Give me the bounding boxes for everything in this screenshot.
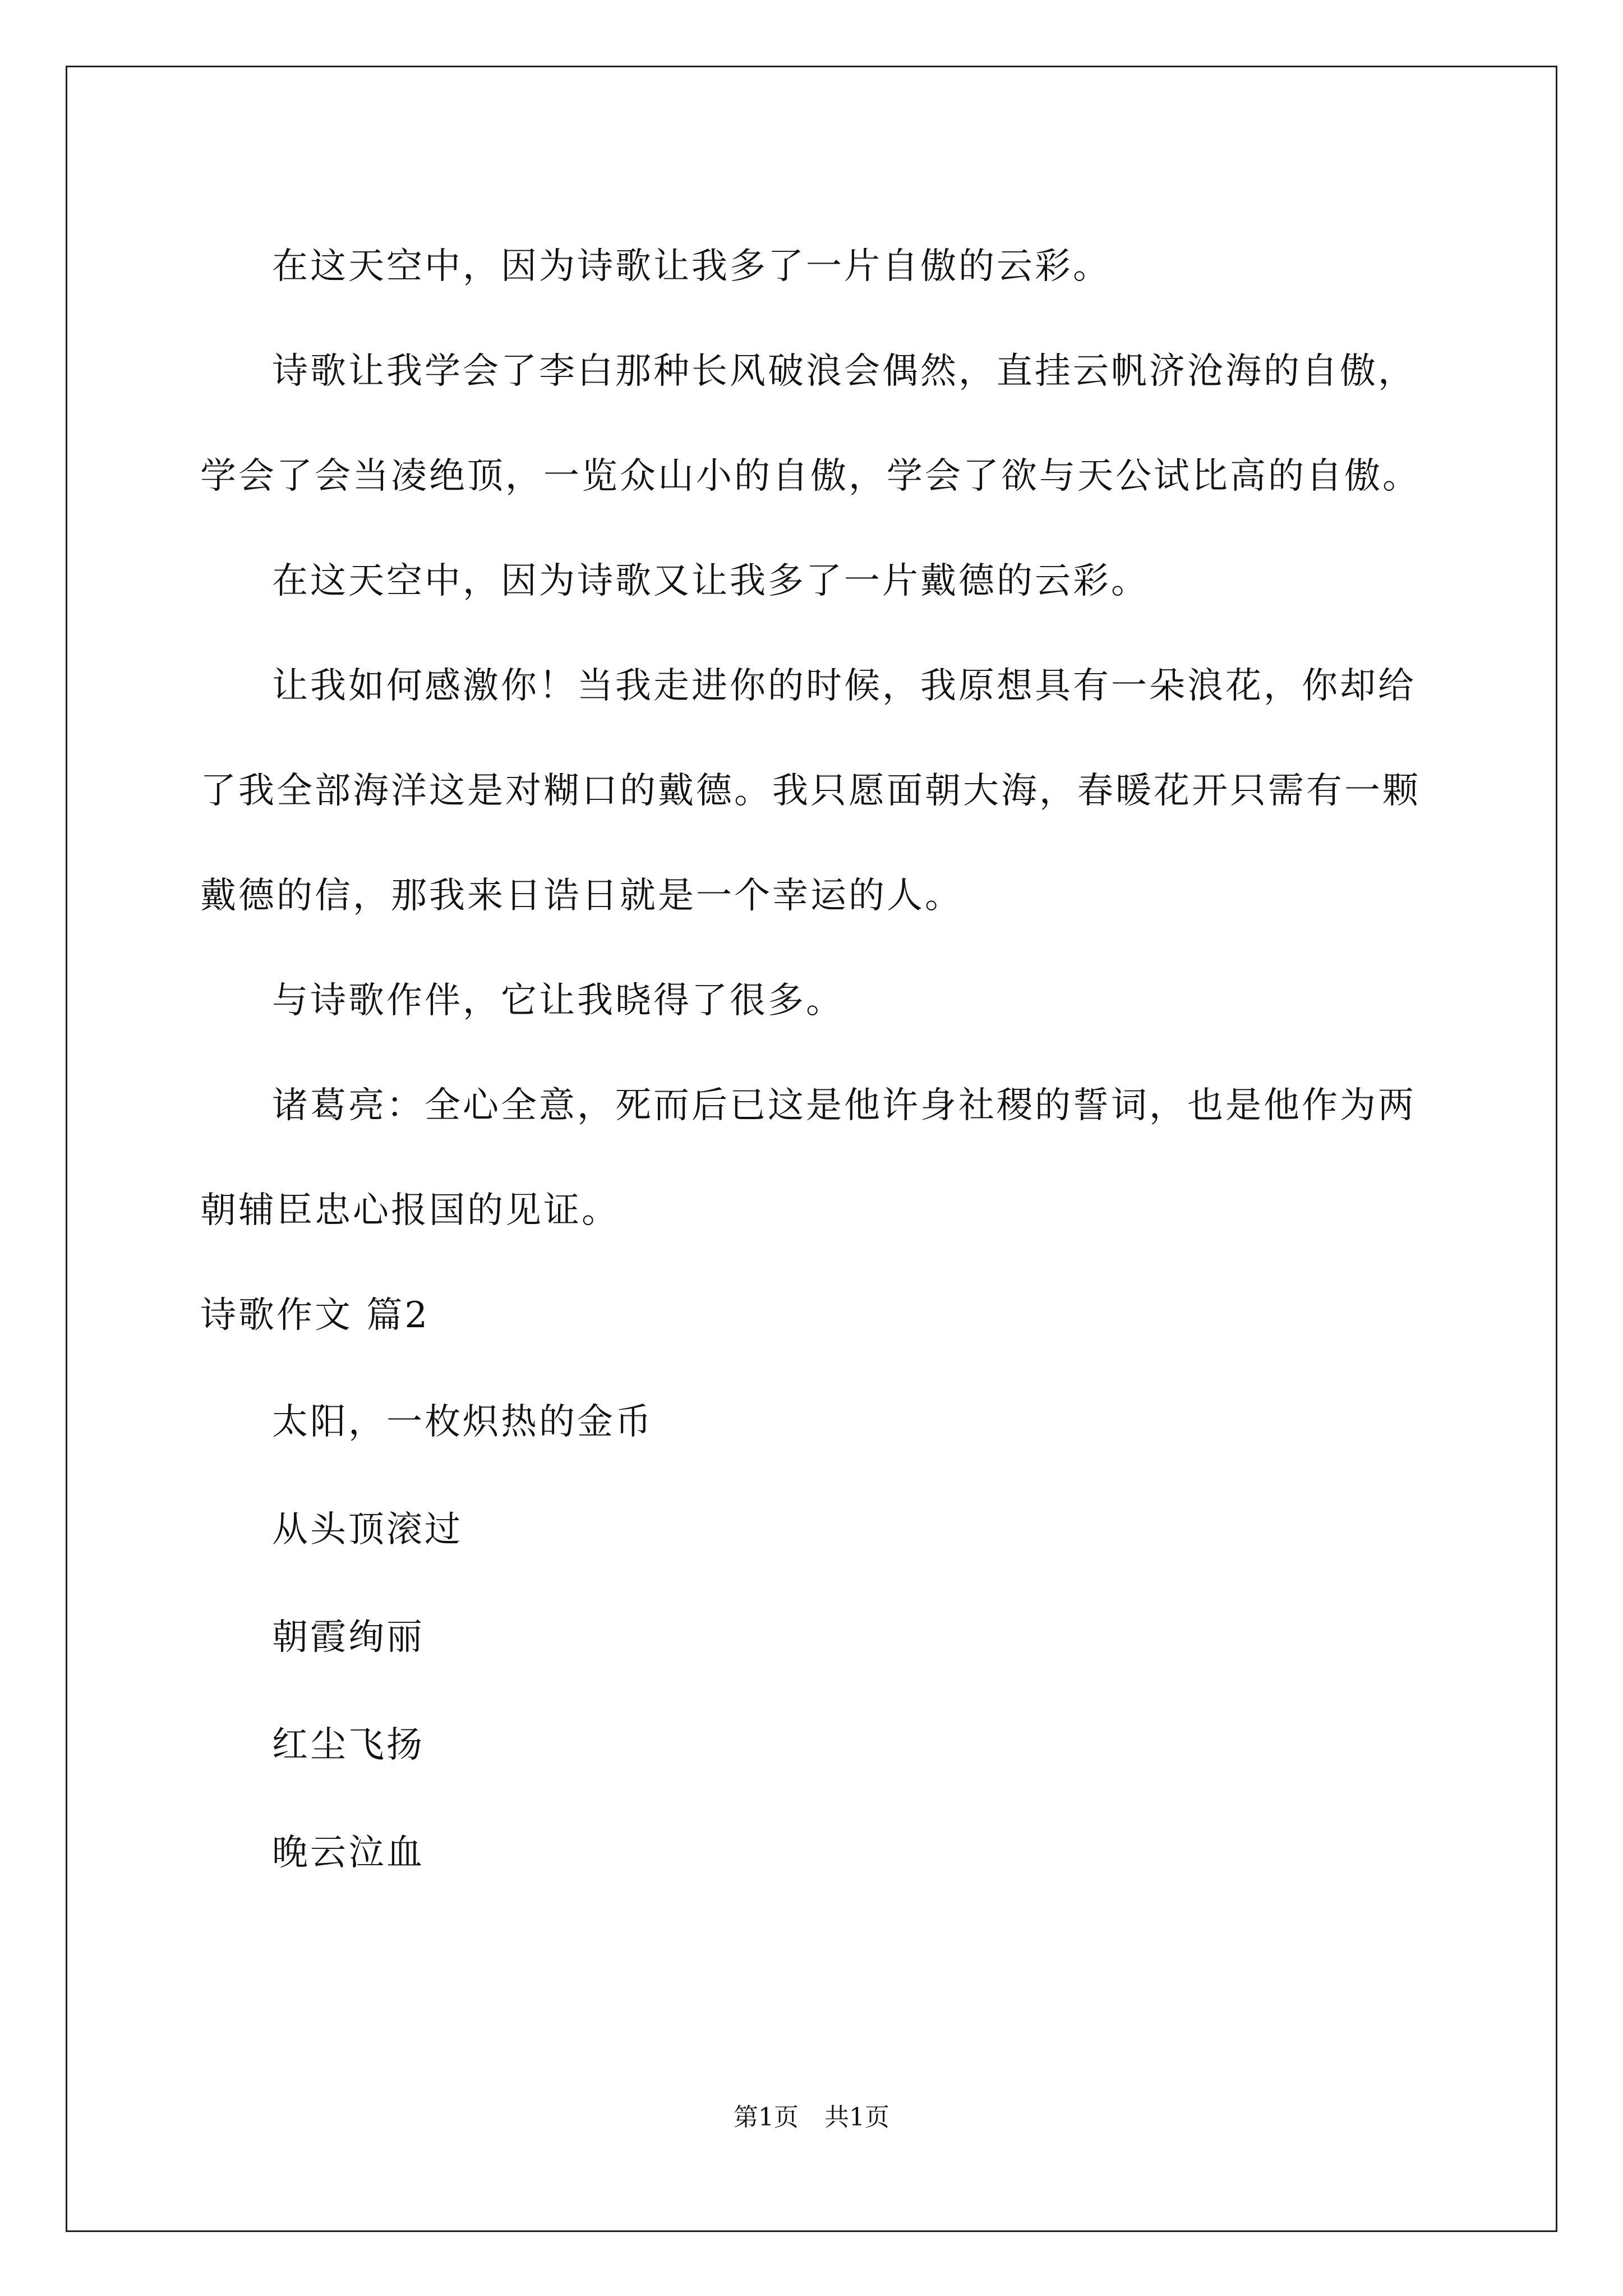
- paragraph-1: 在这天空中，因为诗歌让我多了一片自傲的云彩。: [272, 246, 1111, 287]
- poem-line-2: 从头顶滚过: [272, 1509, 463, 1550]
- page-number-current: 第1页: [734, 2103, 799, 2132]
- paragraph-4: 让我如何感激你！当我走进你的时候，我原想具有一朵浪花，你却给了我全部海洋这是对糊口的戴德。我只愿面朝大海，春暖花开只需有一颗戴德的信，那我来日诰日就是一个幸运的人。: [200, 665, 1421, 917]
- page-footer: [0, 2101, 1623, 2134]
- section-heading: 诗歌作文 篇2: [200, 1295, 430, 1336]
- poem-line-5: 晚云泣血: [272, 1832, 425, 1874]
- paragraph-2: 诗歌让我学会了李白那种长风破浪会偶然，直挂云帆济沧海的自傲，学会了会当凌绝顶，一览众山小的自傲，学会了欲与天公试比高的自傲。: [200, 351, 1421, 497]
- poem-line-3: 朝霞绚丽: [272, 1617, 425, 1658]
- page-number-total: 共1页: [824, 2103, 889, 2132]
- document-body: [200, 214, 1428, 1907]
- poem-line-4: 红尘飞扬: [272, 1724, 425, 1766]
- paragraph-3: 在这天空中，因为诗歌又让我多了一片戴德的云彩。: [272, 560, 1149, 602]
- paragraph-5: 与诗歌作伴，它让我晓得了很多。: [272, 980, 844, 1022]
- paragraph-6: 诸葛亮：全心全意，死而后已这是他许身社稷的誓词，也是他作为两朝辅臣忠心报国的见证。: [200, 1085, 1416, 1231]
- poem-line-1: 太阳，一枚炽热的金币: [272, 1401, 653, 1443]
